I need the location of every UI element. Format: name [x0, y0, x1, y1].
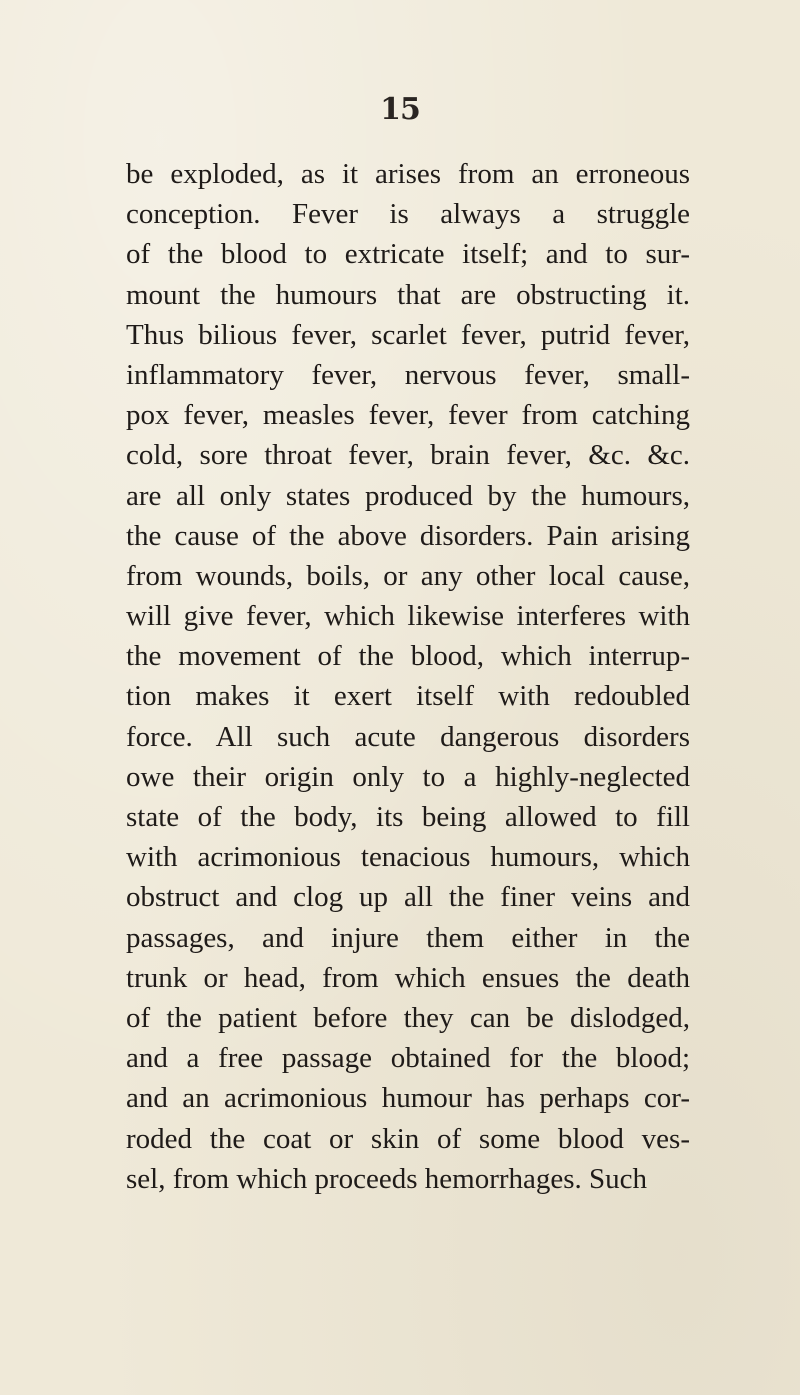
- text-line: force. All such acute dangerous disorders: [126, 720, 690, 753]
- text-line: passages, and injure them either in the: [126, 921, 690, 954]
- text-line: conception. Fever is always a struggle: [126, 198, 690, 231]
- text-line: of the blood to extricate itself; and to sur-: [126, 238, 690, 271]
- text-line: roded the coat or skin of some blood ves-: [126, 1122, 690, 1155]
- text-line: pox fever, measles fever, fever from catching: [126, 399, 690, 432]
- body-text: [126, 154, 690, 1199]
- text-line: from wounds, boils, or any other local cause,: [126, 559, 690, 592]
- text-line: inflammatory fever, nervous fever, small-: [126, 358, 690, 391]
- text-line: will give fever, which likewise interferes with: [126, 600, 690, 633]
- text-line: cold, sore throat fever, brain fever, &c. &c.: [126, 439, 690, 472]
- text-line: sel, from which proceeds hemorrhages. Such: [126, 1162, 648, 1195]
- page-number: 15: [380, 92, 420, 127]
- text-line: trunk or head, from which ensues the death: [126, 961, 690, 994]
- text-line: be exploded, as it arises from an erroneous: [126, 158, 690, 190]
- text-line: are all only states produced by the humours,: [126, 479, 690, 512]
- text-line: the cause of the above disorders. Pain arising: [126, 519, 690, 552]
- text-line: and a free passage obtained for the blood;: [126, 1042, 690, 1075]
- text-line: the movement of the blood, which interrup-: [126, 640, 690, 673]
- text-line: mount the humours that are obstructing it.: [126, 278, 690, 311]
- text-line: with acrimonious tenacious humours, which: [126, 841, 690, 874]
- text-line: Thus bilious fever, scarlet fever, putrid fever,: [126, 318, 690, 351]
- text-line: state of the body, its being allowed to fill: [126, 801, 690, 833]
- text-line: owe their origin only to a highly-neglected: [126, 760, 690, 793]
- text-line: tion makes it exert itself with redoubled: [126, 680, 690, 713]
- text-line: obstruct and clog up all the finer veins and: [126, 881, 690, 914]
- text-line: and an acrimonious humour has perhaps cor-: [126, 1082, 690, 1115]
- text-line: of the patient before they can be dislodged,: [126, 1001, 690, 1034]
